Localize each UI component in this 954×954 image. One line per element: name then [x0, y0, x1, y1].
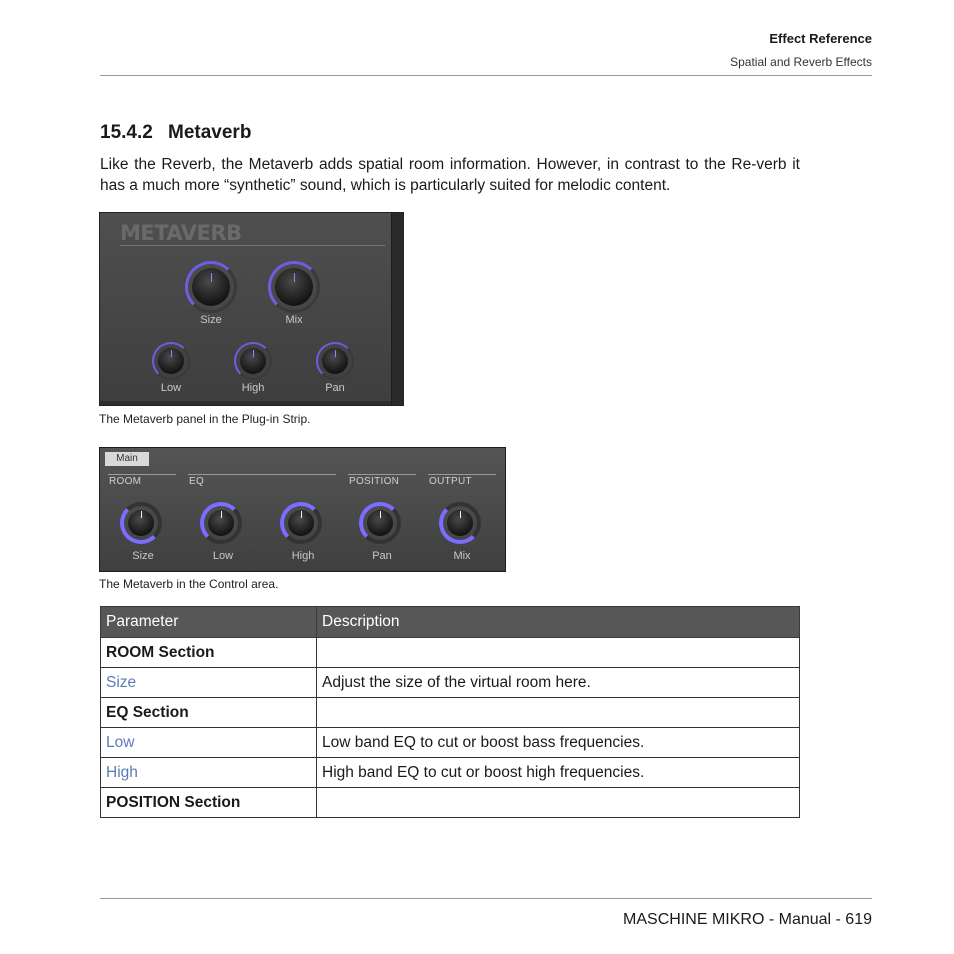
header-title: Effect Reference — [769, 31, 872, 46]
control-caption: The Metaverb in the Control area. — [99, 577, 279, 591]
strip-title: METAVERB — [120, 221, 242, 245]
table-row — [101, 788, 800, 818]
knob-label: High — [291, 550, 315, 562]
knob-label: Mix — [453, 550, 471, 562]
section-cell: POSITION Section — [101, 788, 317, 818]
description-cell: High band EQ to cut or boost high frequencies. — [317, 758, 800, 788]
page-footer: MASCHINE MIKRO - Manual - 619 — [623, 911, 872, 928]
group-rule-room — [108, 474, 176, 475]
description-cell — [317, 788, 800, 818]
table-row — [101, 638, 800, 668]
section-number: 15.4.2 — [100, 122, 153, 143]
section-title: Metaverb — [168, 122, 252, 143]
table-row — [101, 728, 800, 758]
knob-pan-strip[interactable] — [316, 342, 354, 380]
footer-rule — [100, 898, 872, 899]
section-heading — [100, 122, 251, 144]
knob-pan-control[interactable] — [359, 502, 401, 544]
knob-label: Pan — [372, 550, 392, 562]
knob-label: Size — [200, 314, 222, 326]
knob-label: Mix — [285, 314, 303, 326]
control-area-panel — [99, 447, 506, 572]
knob-low-strip[interactable] — [152, 342, 190, 380]
knob-label: High — [241, 382, 265, 394]
section-cell: ROOM Section — [101, 638, 317, 668]
plugin-strip-panel — [99, 212, 404, 406]
knob-size-control[interactable] — [120, 502, 162, 544]
knob-high-control[interactable] — [280, 502, 322, 544]
intro-paragraph: Like the Reverb, the Metaverb adds spatial room information. However, in contrast to the Re-verb it has a much more “synthetic” sound, which is particularly suited for melodic content. — [100, 156, 800, 194]
header-rule — [100, 75, 872, 76]
group-label-output: OUTPUT — [429, 476, 472, 487]
table-row — [101, 668, 800, 698]
group-rule-eq — [188, 474, 336, 475]
knob-low-control[interactable] — [200, 502, 242, 544]
strip-body — [100, 213, 393, 405]
strip-caption: The Metaverb panel in the Plug-in Strip. — [99, 412, 311, 426]
description-cell: Adjust the size of the virtual room here. — [317, 668, 800, 698]
column-header-parameter: Parameter — [101, 607, 317, 638]
strip-scrollbar[interactable] — [391, 213, 403, 405]
knob-label: Pan — [325, 382, 345, 394]
strip-title-rule — [120, 245, 385, 246]
knob-label: Low — [160, 382, 182, 394]
table-header-row — [101, 607, 800, 638]
section-cell: EQ Section — [101, 698, 317, 728]
table-row — [101, 698, 800, 728]
description-cell — [317, 638, 800, 668]
group-label-position: POSITION — [349, 476, 400, 487]
parameter-link-low[interactable]: Low — [101, 728, 317, 758]
description-cell: Low band EQ to cut or boost bass frequencies. — [317, 728, 800, 758]
group-rule-output — [428, 474, 496, 475]
description-cell — [317, 698, 800, 728]
column-header-description: Description — [317, 607, 800, 638]
knob-high-strip[interactable] — [234, 342, 272, 380]
knob-mix-control[interactable] — [439, 502, 481, 544]
group-label-eq: EQ — [189, 476, 205, 487]
knob-mix-strip[interactable] — [268, 261, 320, 313]
parameter-link-size[interactable]: Size — [101, 668, 317, 698]
knob-label: Low — [212, 550, 234, 562]
group-label-room: ROOM — [109, 476, 142, 487]
group-rule-position — [348, 474, 416, 475]
knob-label: Size — [132, 550, 154, 562]
tab-main[interactable]: Main — [105, 452, 149, 466]
header-subtitle: Spatial and Reverb Effects — [730, 55, 872, 69]
knob-size-strip[interactable] — [185, 261, 237, 313]
parameter-link-high[interactable]: High — [101, 758, 317, 788]
parameter-table — [100, 606, 800, 818]
table-row — [101, 758, 800, 788]
strip-bottom-edge — [100, 401, 393, 405]
